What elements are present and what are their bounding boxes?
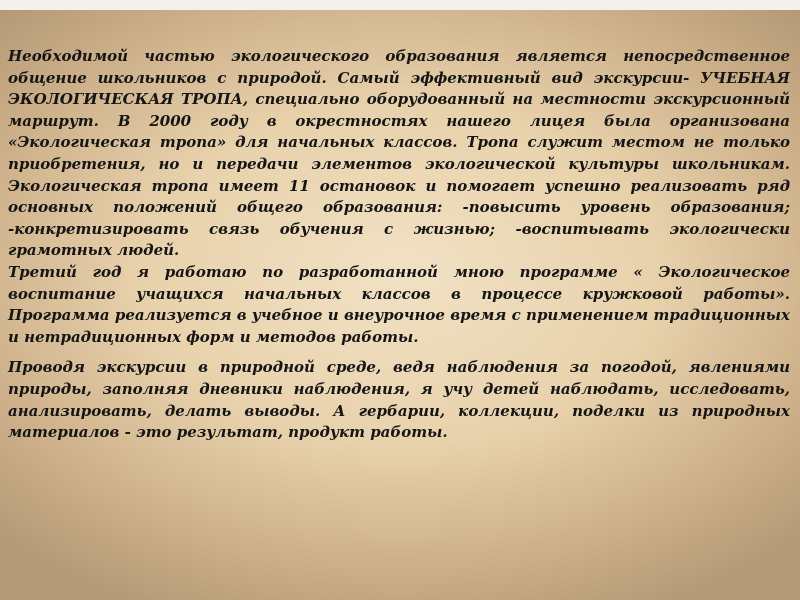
paragraph-program: Третий год я работаю по разработанной мною программе « Экологическое воспитание учащихся начальных классов в процессе кружковой работы». Программа реализуется в учебное и внеурочное время с применением традиционных и нетрадиционных форм и методов работы. [8, 262, 790, 346]
top-strip [0, 0, 800, 10]
slide-text-block [8, 46, 790, 444]
paragraph-ecological-trail: Необходимой частью экологического образования является непосредственное общение школьников с природой. Самый эффективный вид экскурсии- УЧЕБНАЯ ЭКОЛОГИЧЕСКАЯ ТРОПА, специально оборудованный на местности экскурсионный маршрут. В 2000 году в окрестностях нашего лицея была организована «Экологическая тропа» для начальных классов. Тропа служит местом не только приобретения, но и передачи элементов экологической культуры школьникам. Экологическая тропа имеет 11 остановок и помогает успешно реализовать ряд основных положений общего образования: -повысить уровень образования; -конкретизировать связь обучения с жизнью; -воспитывать экологически грамотных людей. [8, 47, 790, 260]
paragraph-excursions: Проводя экскурсии в природной среде, ведя наблюдения за погодой, явлениями природы, заполняя дневники наблюдения, я учу детей наблюдать, исследовать, анализировать, делать выводы. А гербарии, коллекции, поделки из природных материалов - это результат, продукт работы. [8, 358, 790, 442]
